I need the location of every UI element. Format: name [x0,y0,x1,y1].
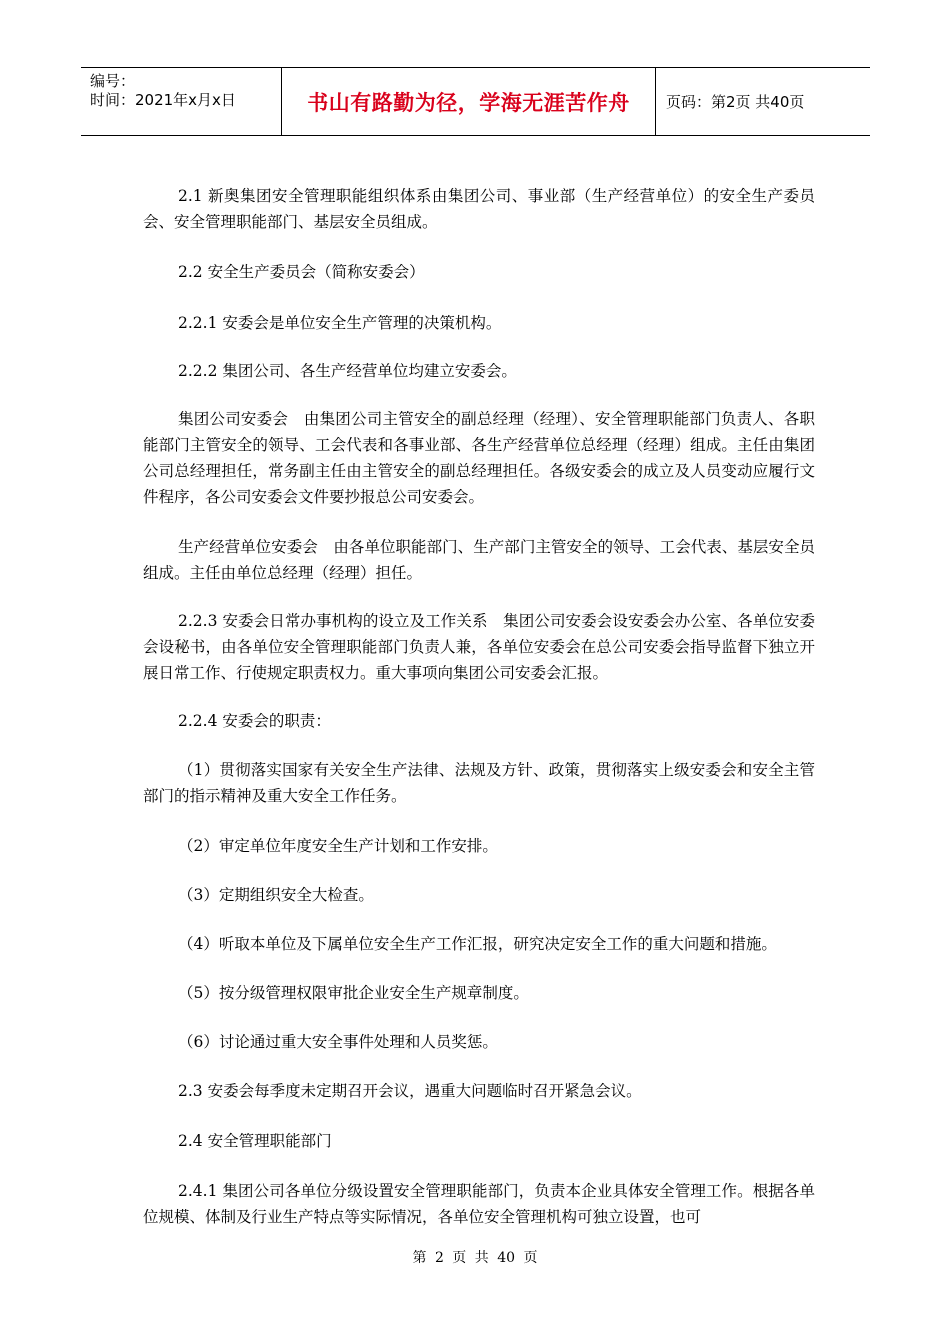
header-meta-cell [81,68,282,135]
duty-item-2: （2）审定单位年度安全生产计划和工作安排。 [178,837,498,855]
document-number-label: 编号： [90,72,136,90]
page-footer: 第 2 页 共 40 页 [412,1250,538,1266]
duty-item-6: （6）讨论通过重大安全事件处理和人员奖惩。 [178,1033,498,1051]
header-page-cell [656,68,870,135]
document-header [81,67,870,136]
header-motto-cell [282,68,656,135]
paragraph-unit-committee: 生产经营单位安委会 由各单位职能部门、生产部门主管安全的领导、工会代表、基层安全员组成。主任由单位总经理（经理）担任。 [143,538,815,582]
paragraph-2-2-1: 2.2.1 安委会是单位安全生产管理的决策机构。 [178,314,502,332]
header-page-info: 页码：第2页 共40页 [666,93,805,111]
duty-item-4: （4）听取本单位及下属单位安全生产工作汇报，研究决定安全工作的重大问题和措施。 [178,935,777,953]
document-date-label: 时间：2021年x月x日 [90,91,236,109]
heading-2-4: 2.4 安全管理职能部门 [178,1132,332,1150]
paragraph-2-1: 2.1 新奥集团安全管理职能组织体系由集团公司、事业部（生产经营单位）的安全生产委员会、安全管理职能部门、基层安全员组成。 [143,187,815,231]
duty-item-3: （3）定期组织安全大检查。 [178,886,374,904]
paragraph-2-2-3: 2.2.3 安委会日常办事机构的设立及工作关系 集团公司安委会设安委会办公室、各单位安委会设秘书，由各单位安全管理职能部门负责人兼，各单位安委会在总公司安委会指导监督下独立开展日常工作、行使规定职责权力。重大事项向集团公司安委会汇报。 [143,612,815,682]
paragraph-2-3: 2.3 安委会每季度未定期召开会议，遇重大问题临时召开紧急会议。 [178,1082,642,1100]
duty-item-1: （1）贯彻落实国家有关安全生产法律、法规及方针、政策，贯彻落实上级安委会和安全主管部门的指示精神及重大安全工作任务。 [143,761,815,805]
paragraph-group-committee: 集团公司安委会 由集团公司主管安全的副总经理（经理）、安全管理职能部门负责人、各职能部门主管安全的领导、工会代表和各事业部、各生产经营单位总经理（经理）组成。主任由集团公司总经理担任，常务副主任由主管安全的副总经理担任。各级安委会的成立及人员变动应履行文件程序，各公司安委会文件要抄报总公司安委会。 [143,410,815,506]
paragraph-2-4-1: 2.4.1 集团公司各单位分级设置安全管理职能部门，负责本企业具体安全管理工作。根据各单位规模、体制及行业生产特点等实际情况，各单位安全管理机构可独立设置，也可 [143,1182,815,1226]
header-motto: 书山有路勤为径，学海无涯苦作舟 [307,90,630,115]
duty-item-5: （5）按分级管理权限审批企业安全生产规章制度。 [178,984,529,1002]
heading-2-2: 2.2 安全生产委员会（简称安委会） [178,263,425,281]
paragraph-2-2-2: 2.2.2 集团公司、各生产经营单位均建立安委会。 [178,362,517,380]
heading-2-2-4: 2.2.4 安委会的职责： [178,712,331,730]
